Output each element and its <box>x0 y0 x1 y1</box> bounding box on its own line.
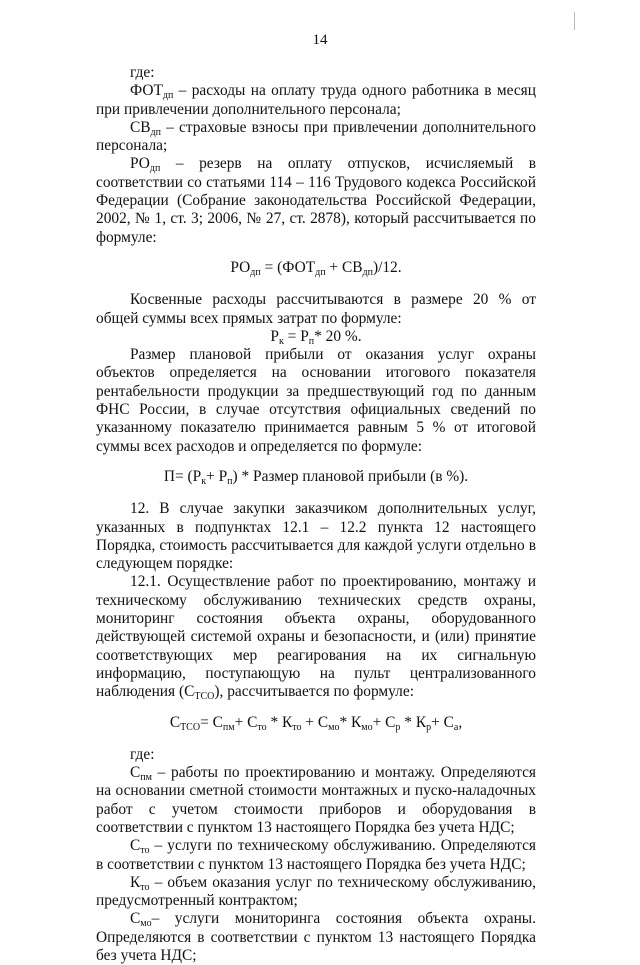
formula-ro-part: + СВ <box>325 258 363 276</box>
fot-symbol: ФОТ <box>130 82 163 100</box>
indirect-costs-paragraph: Косвенные расходы рассчитываются в размере 20 % от общей суммы всех прямых затрат по формуле: <box>96 291 536 327</box>
kto-symbol: К <box>130 873 141 891</box>
cmo-subscript: мо <box>140 918 152 930</box>
clause-12: 12. В случае закупки заказчиком дополнительных услуг, указанных в подпунктах 12.1 – 12.2 пункта 12 настоящего Порядка, стоимость рассчитывается для каждой услуги отдельно в следующем порядке: <box>96 500 536 573</box>
formula-p-part: П= (Р <box>163 467 202 485</box>
formula-tso-part: * К <box>266 713 293 731</box>
formula-tso-part: С <box>169 713 181 731</box>
formula-tso-part: + С <box>234 713 258 731</box>
formula-tso-sub: мо <box>328 721 340 733</box>
formula-p-sub: к <box>201 475 207 487</box>
formula-tso-sub: ТСО <box>180 721 201 733</box>
formula-pk-sub: п <box>308 335 315 347</box>
formula-tso-part: * К <box>339 713 362 731</box>
formula-tso-sub: то <box>292 721 302 733</box>
fot-text: – расходы на оплату труда одного работника в месяц при привлечении дополнительного персонала; <box>96 82 536 118</box>
kto-text: – объем оказания услуг по техническому обслуживанию, предусмотренный контрактом; <box>96 873 536 910</box>
cto-text: – услуги по техническому обслуживанию. Определяются в соответствии с пунктом 13 настоящего Порядка без учета НДС; <box>96 837 536 873</box>
definition-ro <box>96 155 536 246</box>
formula-pk-sub: к <box>278 335 284 347</box>
definition-sv <box>96 119 536 156</box>
formula-pk-part: Р <box>270 327 279 345</box>
cpm-symbol: С <box>130 764 141 782</box>
definition-cmo <box>96 910 536 965</box>
ro-subscript: дп <box>149 163 161 175</box>
where-label-2: где: <box>130 745 155 763</box>
definition-fot <box>96 82 536 119</box>
sv-subscript: дп <box>150 126 161 138</box>
page-number: 14 <box>312 32 328 48</box>
clause-12-1-sub: ТСО <box>194 691 215 703</box>
formula-p-part: ) * Размер плановой прибыли (в %). <box>232 467 469 485</box>
formula-tso-part: = С <box>200 713 223 731</box>
formula-tso-sub: а <box>453 721 459 733</box>
ro-text: – резерв на оплату отпусков, исчисляемый в соответствии со статьями 114 – 116 Трудового кодекса Российской Федерации (Собрание законодательства Российской Федерации, 2002, № 1, ст. 3; 2006, № 27, ст. 2878), который рассчитывается по формуле: <box>96 155 536 246</box>
definition-cto <box>96 837 536 874</box>
clause-12-1 <box>96 573 536 701</box>
cto-symbol: С <box>130 837 141 855</box>
formula-pk <box>96 328 536 346</box>
scan-artifact-line <box>574 12 575 30</box>
cmo-text: – услуги мониторинга состояния объекта охраны. Определяются в соответствии с пунктом 13 настоящего Порядка без учета НДС; <box>96 910 536 965</box>
formula-tso-sub: р <box>426 721 432 733</box>
formula-ro-sub: дп <box>362 266 373 278</box>
formula-tso-sub: то <box>257 721 267 733</box>
formula-tso-sub: р <box>395 721 401 733</box>
clause-12-1-text: 12.1. Осуществление работ по проектированию, монтажу и техническому обслуживанию технических средств охраны, мониторинг состояния объекта охраны, оборудованного действующей системой охраны и безопасности, и (или) принятие соответствующих мер реагирования на их сигнальную информацию, поступающую на пульт централизованного наблюдения (С <box>96 573 536 701</box>
formula-ro-part: = (ФОТ <box>260 258 316 276</box>
formula-tso-part: + С <box>372 713 396 731</box>
definition-cpm <box>96 764 536 837</box>
formula-tso-sub: пм <box>222 721 235 733</box>
kto-subscript: то <box>140 881 150 893</box>
cpm-subscript: пм <box>140 772 152 784</box>
clause-12-1-text-end: ), рассчитывается по формуле: <box>214 683 414 701</box>
formula-p-part: + Р <box>206 467 228 485</box>
sv-symbol: СВ <box>130 118 151 136</box>
planned-profit-paragraph: Размер плановой прибыли от оказания услуг охраны объектов определяется на основании итогового показателя рентабельности продукции за предшествующий год по данным ФНС России, в случае отсутствия официальных сведений по указанному показателю принимается равным 5 % от итоговой суммы всех расходов и определяется по формуле: <box>96 346 536 455</box>
formula-tso <box>96 714 536 732</box>
formula-tso-part: + С <box>431 713 454 731</box>
sv-text: – страховые взносы при привлечении дополнительного персонала; <box>96 118 536 155</box>
formula-tso-part: , <box>458 713 463 731</box>
formula-ro-part: РО <box>230 258 251 276</box>
formula-ro-sub: дп <box>250 266 261 278</box>
document-body <box>96 64 536 965</box>
cto-subscript: то <box>140 845 150 857</box>
formula-ro <box>96 259 536 277</box>
formula-pk-part: = Р <box>283 327 309 345</box>
formula-profit <box>96 468 536 486</box>
ro-symbol: РО <box>130 155 150 173</box>
formula-pk-part: * 20 %. <box>314 327 362 345</box>
formula-tso-part: + С <box>301 713 329 731</box>
formula-ro-sub: дп <box>315 266 326 278</box>
fot-subscript: дп <box>162 90 174 102</box>
cmo-symbol: С <box>130 910 141 928</box>
where-label-1: где: <box>130 64 155 81</box>
cpm-text: – работы по проектированию и монтажу. Определяются на основании сметной стоимости монтажных и пуско-наладочных работ с учетом стоимости приборов и оборудования в соответствии с пунктом 13 настоящего Порядка без учета НДС; <box>96 764 536 836</box>
formula-p-sub: п <box>227 475 233 487</box>
formula-tso-part: * К <box>400 713 427 731</box>
formula-tso-sub: мо <box>361 721 373 733</box>
formula-ro-part: )/12. <box>372 258 402 276</box>
